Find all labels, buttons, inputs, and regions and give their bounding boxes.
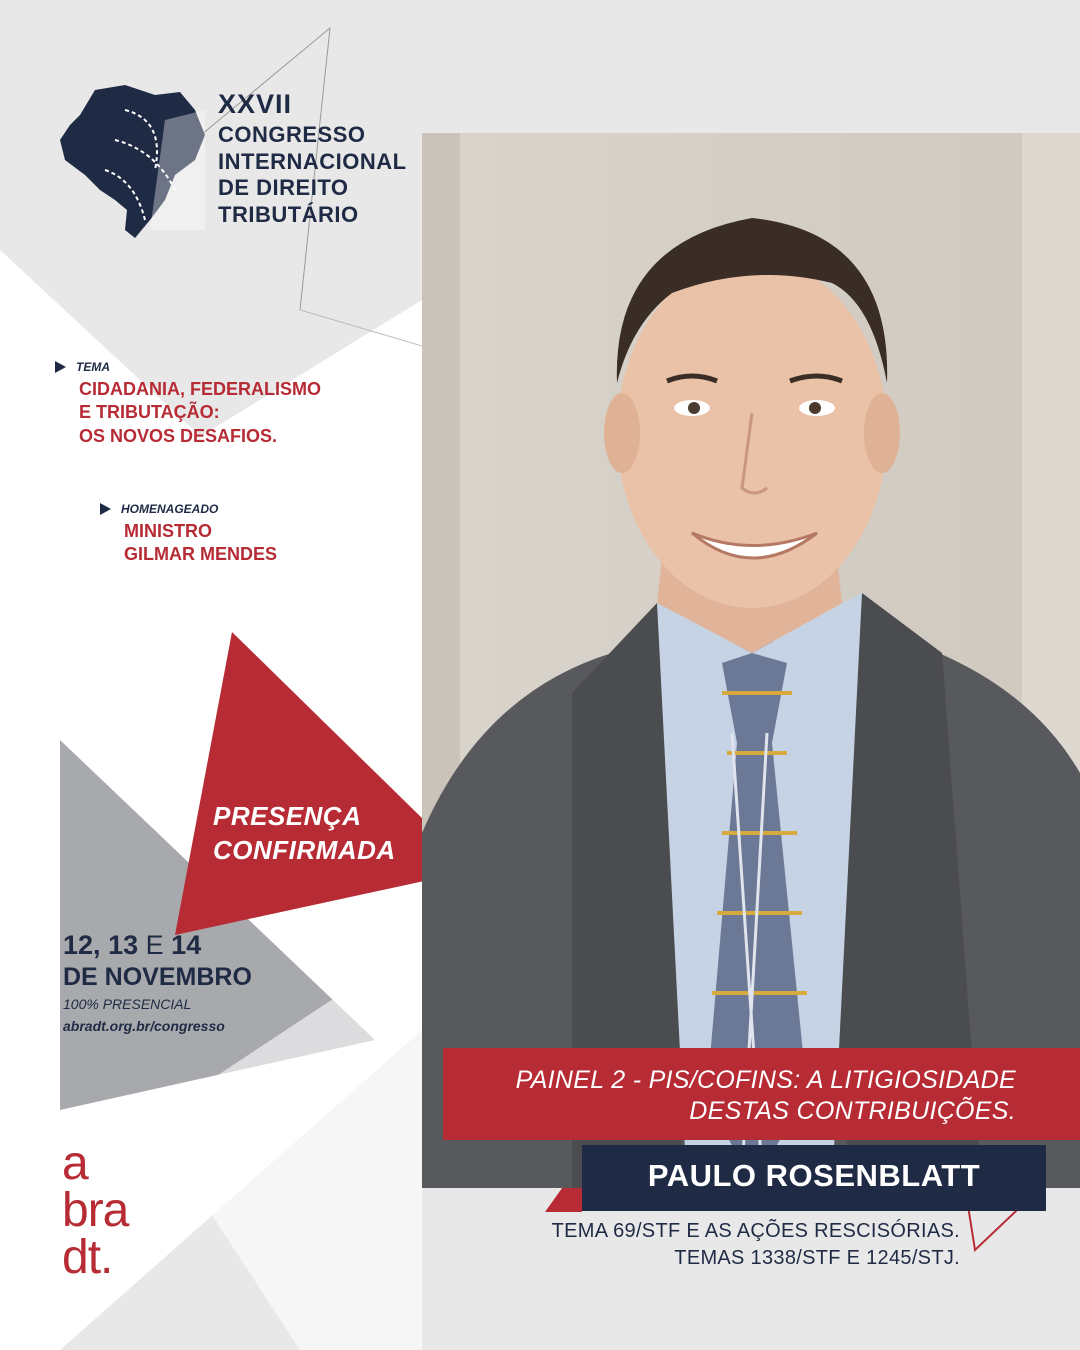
event-mode: 100% PRESENCIAL: [63, 996, 192, 1012]
congress-line-4: TRIBUTÁRIO: [218, 201, 359, 227]
congress-title: [218, 88, 407, 228]
congress-line-1: CONGRESSO: [218, 122, 366, 148]
event-days: [63, 930, 252, 961]
event-month: DE NOVEMBRO: [63, 963, 252, 991]
speaker-topics: [552, 1218, 960, 1272]
speaker-name-bar: [582, 1145, 1046, 1211]
homenageado-line-1: MINISTRO: [124, 521, 212, 541]
tema-line-1: CIDADANIA, FEDERALISMO: [79, 379, 321, 399]
triangle-bullet-icon: [100, 503, 111, 515]
tema-line-3: OS NOVOS DESAFIOS.: [79, 425, 278, 446]
speaker-photo: [422, 133, 1080, 1188]
abradt-line-1: a: [62, 1137, 88, 1190]
tema-block: [55, 358, 321, 448]
painel-line-1: PAINEL 2 - PIS/COFINS: A LITIGIOSIDADE: [515, 1066, 1016, 1094]
abradt-line-3: dt.: [62, 1231, 113, 1285]
days-and: E: [145, 930, 164, 960]
abradt-line-2: bra: [62, 1184, 129, 1238]
homenageado-block: [100, 500, 277, 567]
day-1: 12: [63, 930, 94, 960]
speaker-name: PAULO ROSENBLATT: [647, 1158, 981, 1193]
presenca-confirmada: [213, 800, 396, 868]
event-dates: [63, 930, 252, 1034]
topic-line-1: TEMA 69/STF E AS AÇÕES RESCISÓRIAS.: [551, 1220, 960, 1242]
painel-line-2: DESTAS CONTRIBUIÇÕES.: [689, 1097, 1016, 1126]
congress-line-2: INTERNACIONAL: [218, 148, 407, 174]
days-sep: ,: [93, 930, 101, 960]
abradt-logo: [62, 1137, 129, 1285]
congress-number: XXVII: [218, 89, 293, 119]
brazil-map-icon: [55, 80, 215, 245]
congress-line-3: DE DIREITO: [218, 175, 349, 201]
homenageado-line-2: GILMAR MENDES: [124, 544, 277, 565]
topic-line-2: TEMAS 1338/STF E 1245/STJ.: [674, 1247, 960, 1269]
homenageado-label: HOMENAGEADO: [121, 502, 219, 516]
day-2: 13: [108, 930, 139, 960]
tema-label: TEMA: [76, 360, 110, 374]
presenca-line-2: CONFIRMADA: [213, 834, 396, 865]
painel-banner: [443, 1048, 1080, 1140]
tema-line-2: E TRIBUTAÇÃO:: [79, 402, 220, 423]
day-3: 14: [171, 930, 202, 960]
event-url[interactable]: abradt.org.br/congresso: [63, 1018, 225, 1034]
triangle-bullet-icon: [55, 361, 66, 373]
presenca-line-1: PRESENÇA: [213, 801, 362, 831]
